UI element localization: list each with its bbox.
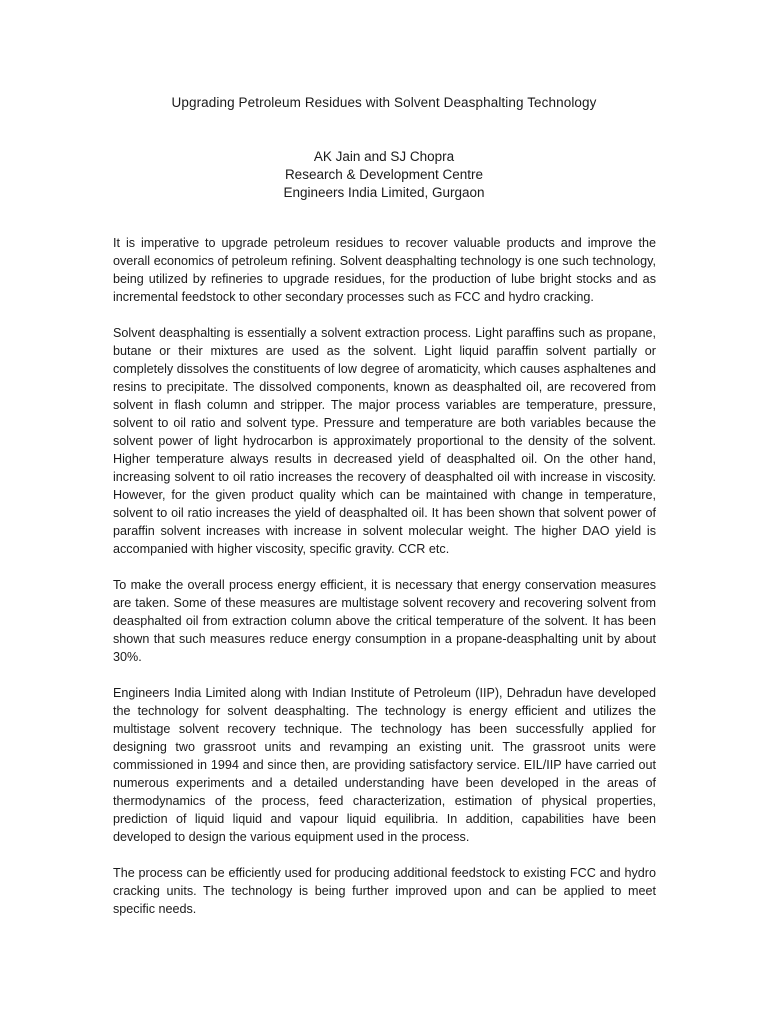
paragraph-eil-iip-development: Engineers India Limited along with Indian Institute of Petroleum (IIP), Dehradun have developed the technology for solvent deasphalting. The technology is energy efficient and utilizes the multistage solvent recovery technique. The technology has been successfully applied for designing two grassroot units and revamping an existing unit. The grassroot units were commissioned in 1994 and since then, are providing satisfactory service. EIL/IIP have carried out numerous experiments and a detailed understanding have been developed in the areas of thermodynamics of the process, feed characterization, estimation of physical properties, prediction of liquid liquid and vapour liquid equilibria. In addition, capabilities have been developed to design the various equipment used in the process. bbox=[113, 686, 656, 844]
paragraph-applications: The process can be efficiently used for producing additional feedstock to existing FCC and hydro cracking units. The technology is being further improved upon and can be applied to meet specific needs. bbox=[113, 866, 656, 916]
author-names: AK Jain and SJ Chopra bbox=[313, 149, 455, 164]
paragraph-introduction: It is imperative to upgrade petroleum residues to recover valuable products and improve the overall economics of petroleum refining. Solvent deasphalting technology is one such technology, being utilized by refineries to upgrade residues, for the production of lube bright stocks and as incremental feedstock to other secondary processes such as FCC and hydro cracking. bbox=[113, 236, 656, 304]
affiliation-organization: Engineers India Limited, Gurgaon bbox=[283, 185, 485, 200]
document-title: Upgrading Petroleum Residues with Solvent Deasphalting Technology bbox=[171, 95, 597, 110]
paragraph-energy-efficiency: To make the overall process energy efficient, it is necessary that energy conservation measures are taken. Some of these measures are multistage solvent recovery and recovering solvent from deasphalted oil from extraction column above the critical temperature of the solvent. It has been shown that such measures reduce energy consumption in a propane-deasphalting unit by about 30%. bbox=[113, 578, 656, 664]
affiliation-department: Research & Development Centre bbox=[284, 167, 484, 182]
author-block bbox=[0, 148, 768, 202]
document-body bbox=[113, 234, 656, 936]
paragraph-process-description: Solvent deasphalting is essentially a solvent extraction process. Light paraffins such as propane, butane or their mixtures are used as the solvent. Light liquid paraffin solvent partially or completely dissolves the constituents of low degree of aromaticity, which causes asphaltenes and resins to precipitate. The dissolved components, known as deasphalted oil, are recovered from solvent in flash column and stripper. The major process variables are temperature, pressure, solvent to oil ratio and solvent type. Pressure and temperature are both variables because the solvent power of light hydrocarbon is approximately proportional to the density of the solvent. Higher temperature always results in decreased yield of deasphalted oil. On the other hand, increasing solvent to oil ratio increases the recovery of deasphalted oil with increase in viscosity. However, for the given product quality which can be maintained with change in temperature, solvent to oil ratio increases the yield of deasphalted oil. It has been shown that solvent power of paraffin solvent increases with increase in solvent molecular weight. The higher DAO yield is accompanied with higher viscosity, specific gravity. CCR etc. bbox=[113, 326, 656, 556]
